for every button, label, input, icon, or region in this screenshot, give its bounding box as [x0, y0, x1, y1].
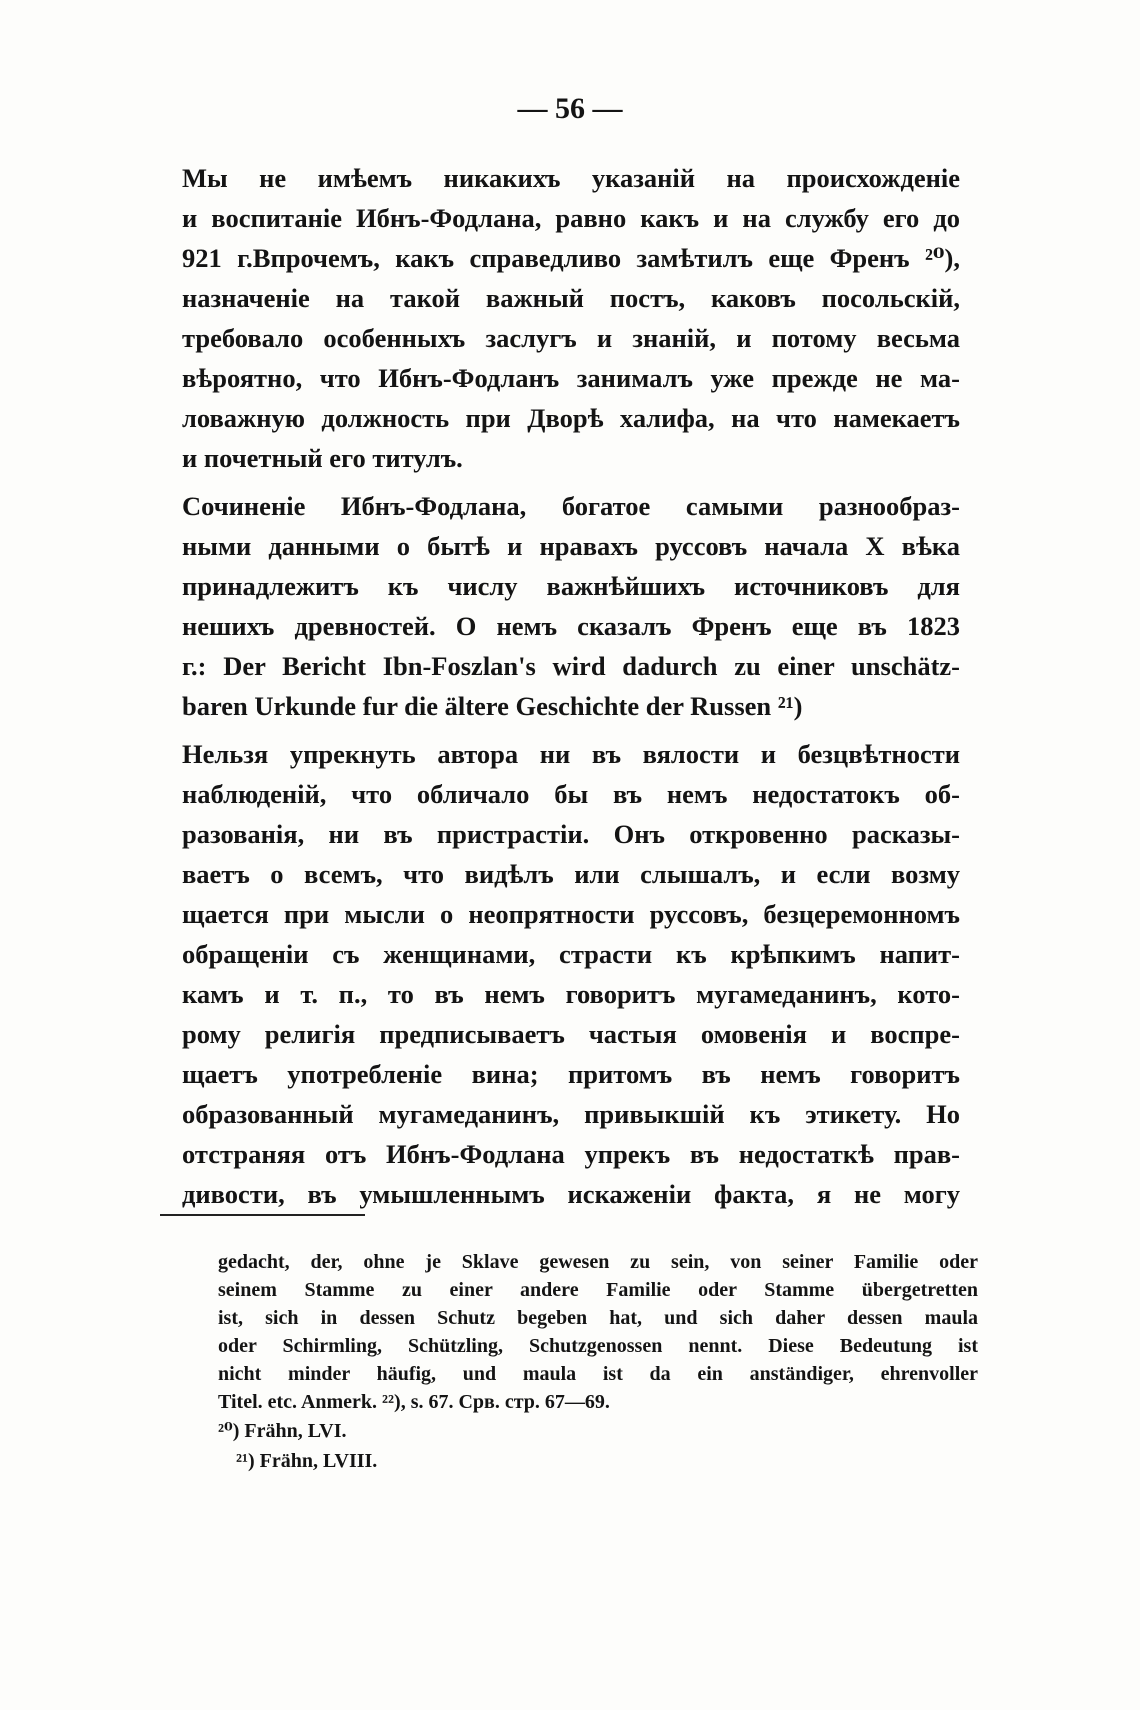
text-line: требовало особенныхъ заслугъ и знаній, и потому весьма	[182, 323, 960, 353]
text-line: принадлежитъ къ числу важнѣйшихъ источниковъ для	[182, 571, 960, 601]
page-number: — 56 —	[517, 92, 623, 125]
footnote-line: seinem Stamme zu einer andere Familie oder Stamme übergetretten	[218, 1279, 978, 1301]
paragraph-3	[182, 734, 960, 1214]
text-line: baren Urkunde fur die ältere Geschichte der Russen ²¹)	[182, 691, 803, 721]
text-line: обращеніи съ женщинами, страсти къ крѣпкимъ напит-	[182, 939, 960, 969]
paragraph-2	[182, 486, 960, 726]
footnote-divider	[160, 1214, 365, 1216]
text-line: ловажную должность при Дворѣ халифа, на что намекаетъ	[182, 403, 960, 433]
text-line: и почетный его титулъ.	[182, 443, 463, 473]
footnote-line: gedacht, der, ohne je Sklave gewesen zu sein, von seiner Familie oder	[218, 1251, 978, 1273]
text-line: Сочиненіе Ибнъ-Фодлана, богатое самыми разнообраз-	[182, 491, 960, 521]
text-line: вѣроятно, что Ибнъ-Фодланъ занималъ уже прежде не ма-	[182, 363, 960, 393]
text-line: ваетъ о всемъ, что видѣлъ или слышалъ, и если возму	[182, 859, 960, 889]
text-line: назначеніе на такой важный постъ, каковъ посольскій,	[182, 283, 960, 313]
paragraph-1	[182, 158, 960, 478]
text-line: рому религія предписываетъ частыя омовенія и воспре-	[182, 1019, 960, 1049]
footnote-21: ²¹) Frähn, LVIII.	[236, 1450, 378, 1472]
text-line: нешихъ древностей. О немъ сказалъ Френъ еще въ 1823	[182, 611, 960, 641]
text-line: Нельзя упрекнуть автора ни въ вялости и безцвѣтности	[182, 739, 960, 769]
text-line: и воспитаніе Ибнъ-Фодлана, равно какъ и на службу его до	[182, 203, 960, 233]
text-line: Мы не имѣемъ никакихъ указаній на происхожденіе	[182, 163, 960, 193]
text-line: наблюденій, что обличало бы въ немъ недостатокъ об-	[182, 779, 960, 809]
main-text	[182, 158, 960, 1222]
footnote-20: ²⁰) Frähn, LVI.	[218, 1420, 347, 1442]
footnote-line: nicht minder häufig, und maula ist da ein anständiger, ehrenvoller	[218, 1363, 978, 1385]
footnotes	[160, 1248, 978, 1476]
footnote-line: oder Schirmling, Schützling, Schutzgenossen nennt. Diese Bedeutung ist	[218, 1335, 978, 1357]
text-line: 921 г.Впрочемъ, какъ справедливо замѣтилъ еще Френъ ²⁰),	[182, 243, 960, 273]
footnote-continuation	[160, 1248, 978, 1416]
text-line: щаетъ употребленіе вина; притомъ въ немъ говоритъ	[182, 1059, 960, 1089]
text-line: ными данными о бытѣ и нравахъ руссовъ начала X вѣка	[182, 531, 960, 561]
text-line: камъ и т. п., то въ немъ говоритъ мугамеданинъ, кото-	[182, 979, 960, 1009]
footnote-line: ist, sich in dessen Schutz begeben hat, und sich daher dessen maula	[218, 1307, 978, 1329]
text-line: дивости, въ умышленнымъ искаженіи факта, я не могу	[182, 1179, 960, 1209]
text-line: г.: Der Bericht Ibn-Foszlan's wird dadurch zu einer unschätz-	[182, 651, 960, 681]
footnote-line: Titel. etc. Anmerk. ²²), s. 67. Срв. стр. 67—69.	[218, 1391, 610, 1413]
text-line: разованія, ни въ пристрастіи. Онъ откровенно расказы-	[182, 819, 960, 849]
text-line: отстраняя отъ Ибнъ-Фодлана упрекъ въ недостаткѣ прав-	[182, 1139, 960, 1169]
text-line: образованный мугамеданинъ, привыкшій къ этикету. Но	[182, 1099, 960, 1129]
text-line: щается при мысли о неопрятности руссовъ, безцеремонномъ	[182, 899, 960, 929]
